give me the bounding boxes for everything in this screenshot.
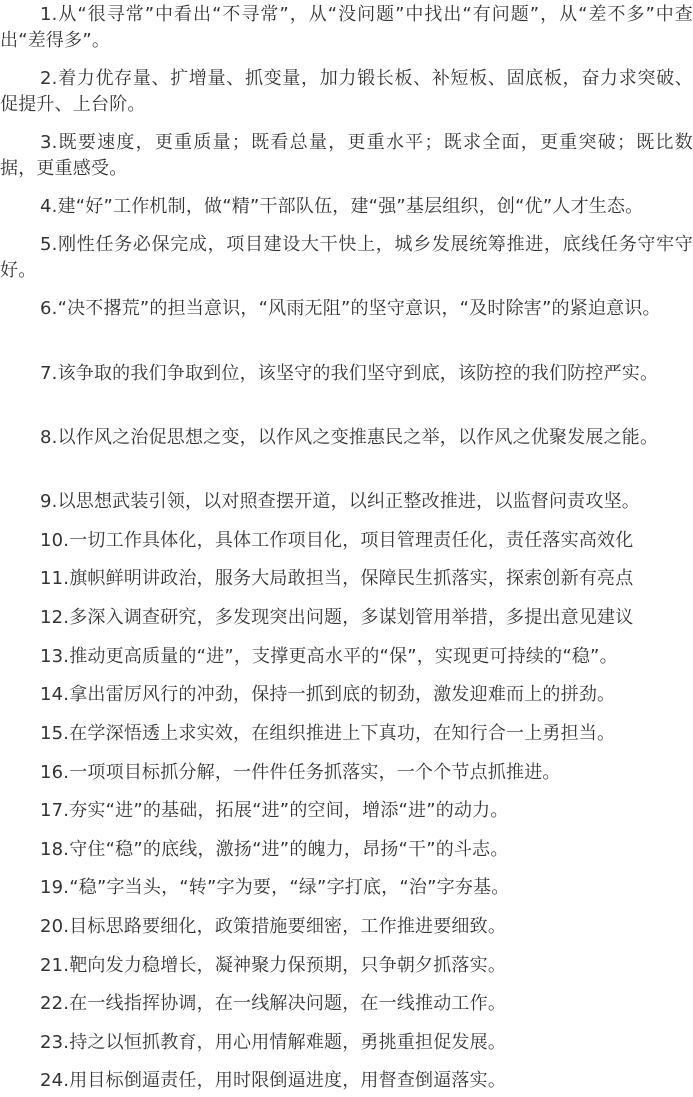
paragraph-2: 2.着力优存量、扩增量、抓变量，加力锻长板、补短板、固底板，奋力求突破、促提升、上台阶。 bbox=[0, 68, 693, 115]
paragraph-22: 22.在一线指挥协调，在一线解决问题，在一线推动工作。 bbox=[40, 993, 507, 1014]
paragraph-14: 14.拿出雷厉风行的冲劲，保持一抓到底的韧劲，激发迎难而上的拼劲。 bbox=[40, 684, 616, 705]
paragraph-13: 13.推动更高质量的“进”，支撑更高水平的“保”，实现更可持续的“稳”。 bbox=[40, 646, 618, 667]
paragraph-19: 19.“稳”字当头，“转”字为要，“绿”字打底，“治”字夯基。 bbox=[40, 877, 510, 898]
paragraph-20: 20.目标思路要细化，政策措施要细密，工作推进要细致。 bbox=[40, 916, 507, 937]
paragraph-8: 8.以作风之治促思想之变，以作风之变推惠民之举，以作风之优聚发展之能。 bbox=[40, 427, 659, 448]
paragraph-5: 5.刚性任务必保完成，项目建设大干快上，城乡发展统筹推进，底线任务守牢守好。 bbox=[0, 234, 693, 281]
paragraph-11: 11.旗帜鲜明讲政治，服务大局敢担当，保障民生抓落实，探索创新有亮点 bbox=[40, 568, 634, 589]
paragraph-24: 24.用目标倒逼责任，用时限倒逼进度，用督查倒逼落实。 bbox=[40, 1070, 507, 1091]
paragraph-23: 23.持之以恒抓教育，用心用情解难题，勇挑重担促发展。 bbox=[40, 1032, 507, 1053]
paragraph-12: 12.多深入调查研究，多发现突出问题，多谋划管用举措，多提出意见建议 bbox=[40, 607, 634, 628]
paragraph-21: 21.靶向发力稳增长，凝神聚力保预期，只争朝夕抓落实。 bbox=[40, 955, 507, 976]
paragraph-15: 15.在学深悟透上求实效，在组织推进上下真功，在知行合一上勇担当。 bbox=[40, 723, 616, 744]
paragraph-6: 6.“决不撂荒”的担当意识，“风雨无阻”的坚守意识，“及时除害”的紧迫意识。 bbox=[40, 298, 661, 319]
paragraph-16: 16.一项项目标抓分解，一件件任务抓落实，一个个节点抓推进。 bbox=[40, 762, 561, 783]
paragraph-7: 7.该争取的我们争取到位，该坚守的我们坚守到底，该防控的我们防控严实。 bbox=[40, 363, 659, 384]
paragraph-1: 1.从“很寻常”中看出“不寻常”，从“没问题”中找出“有问题”，从“差不多”中查出“差得多”。 bbox=[0, 4, 693, 51]
paragraph-17: 17.夯实“进”的基础，拓展“进”的空间，增添“进”的动力。 bbox=[40, 800, 509, 821]
paragraph-4: 4.建“好”工作机制，做“精”干部队伍，建“强”基层组织，创“优”人才生态。 bbox=[40, 196, 644, 217]
paragraph-18: 18.守住“稳”的底线，激扬“进”的魄力，昂扬“干”的斗志。 bbox=[40, 839, 509, 860]
paragraph-9: 9.以思想武装引领，以对照查摆开道，以纠正整改推进，以监督问责攻坚。 bbox=[40, 491, 640, 512]
paragraph-3: 3.既要速度，更重质量；既看总量，更重水平；既求全面，更重突破；既比数据，更重感受。 bbox=[0, 132, 693, 179]
paragraph-10: 10.一切工作具体化，具体工作项目化，项目管理责任化，责任落实高效化 bbox=[40, 530, 634, 551]
